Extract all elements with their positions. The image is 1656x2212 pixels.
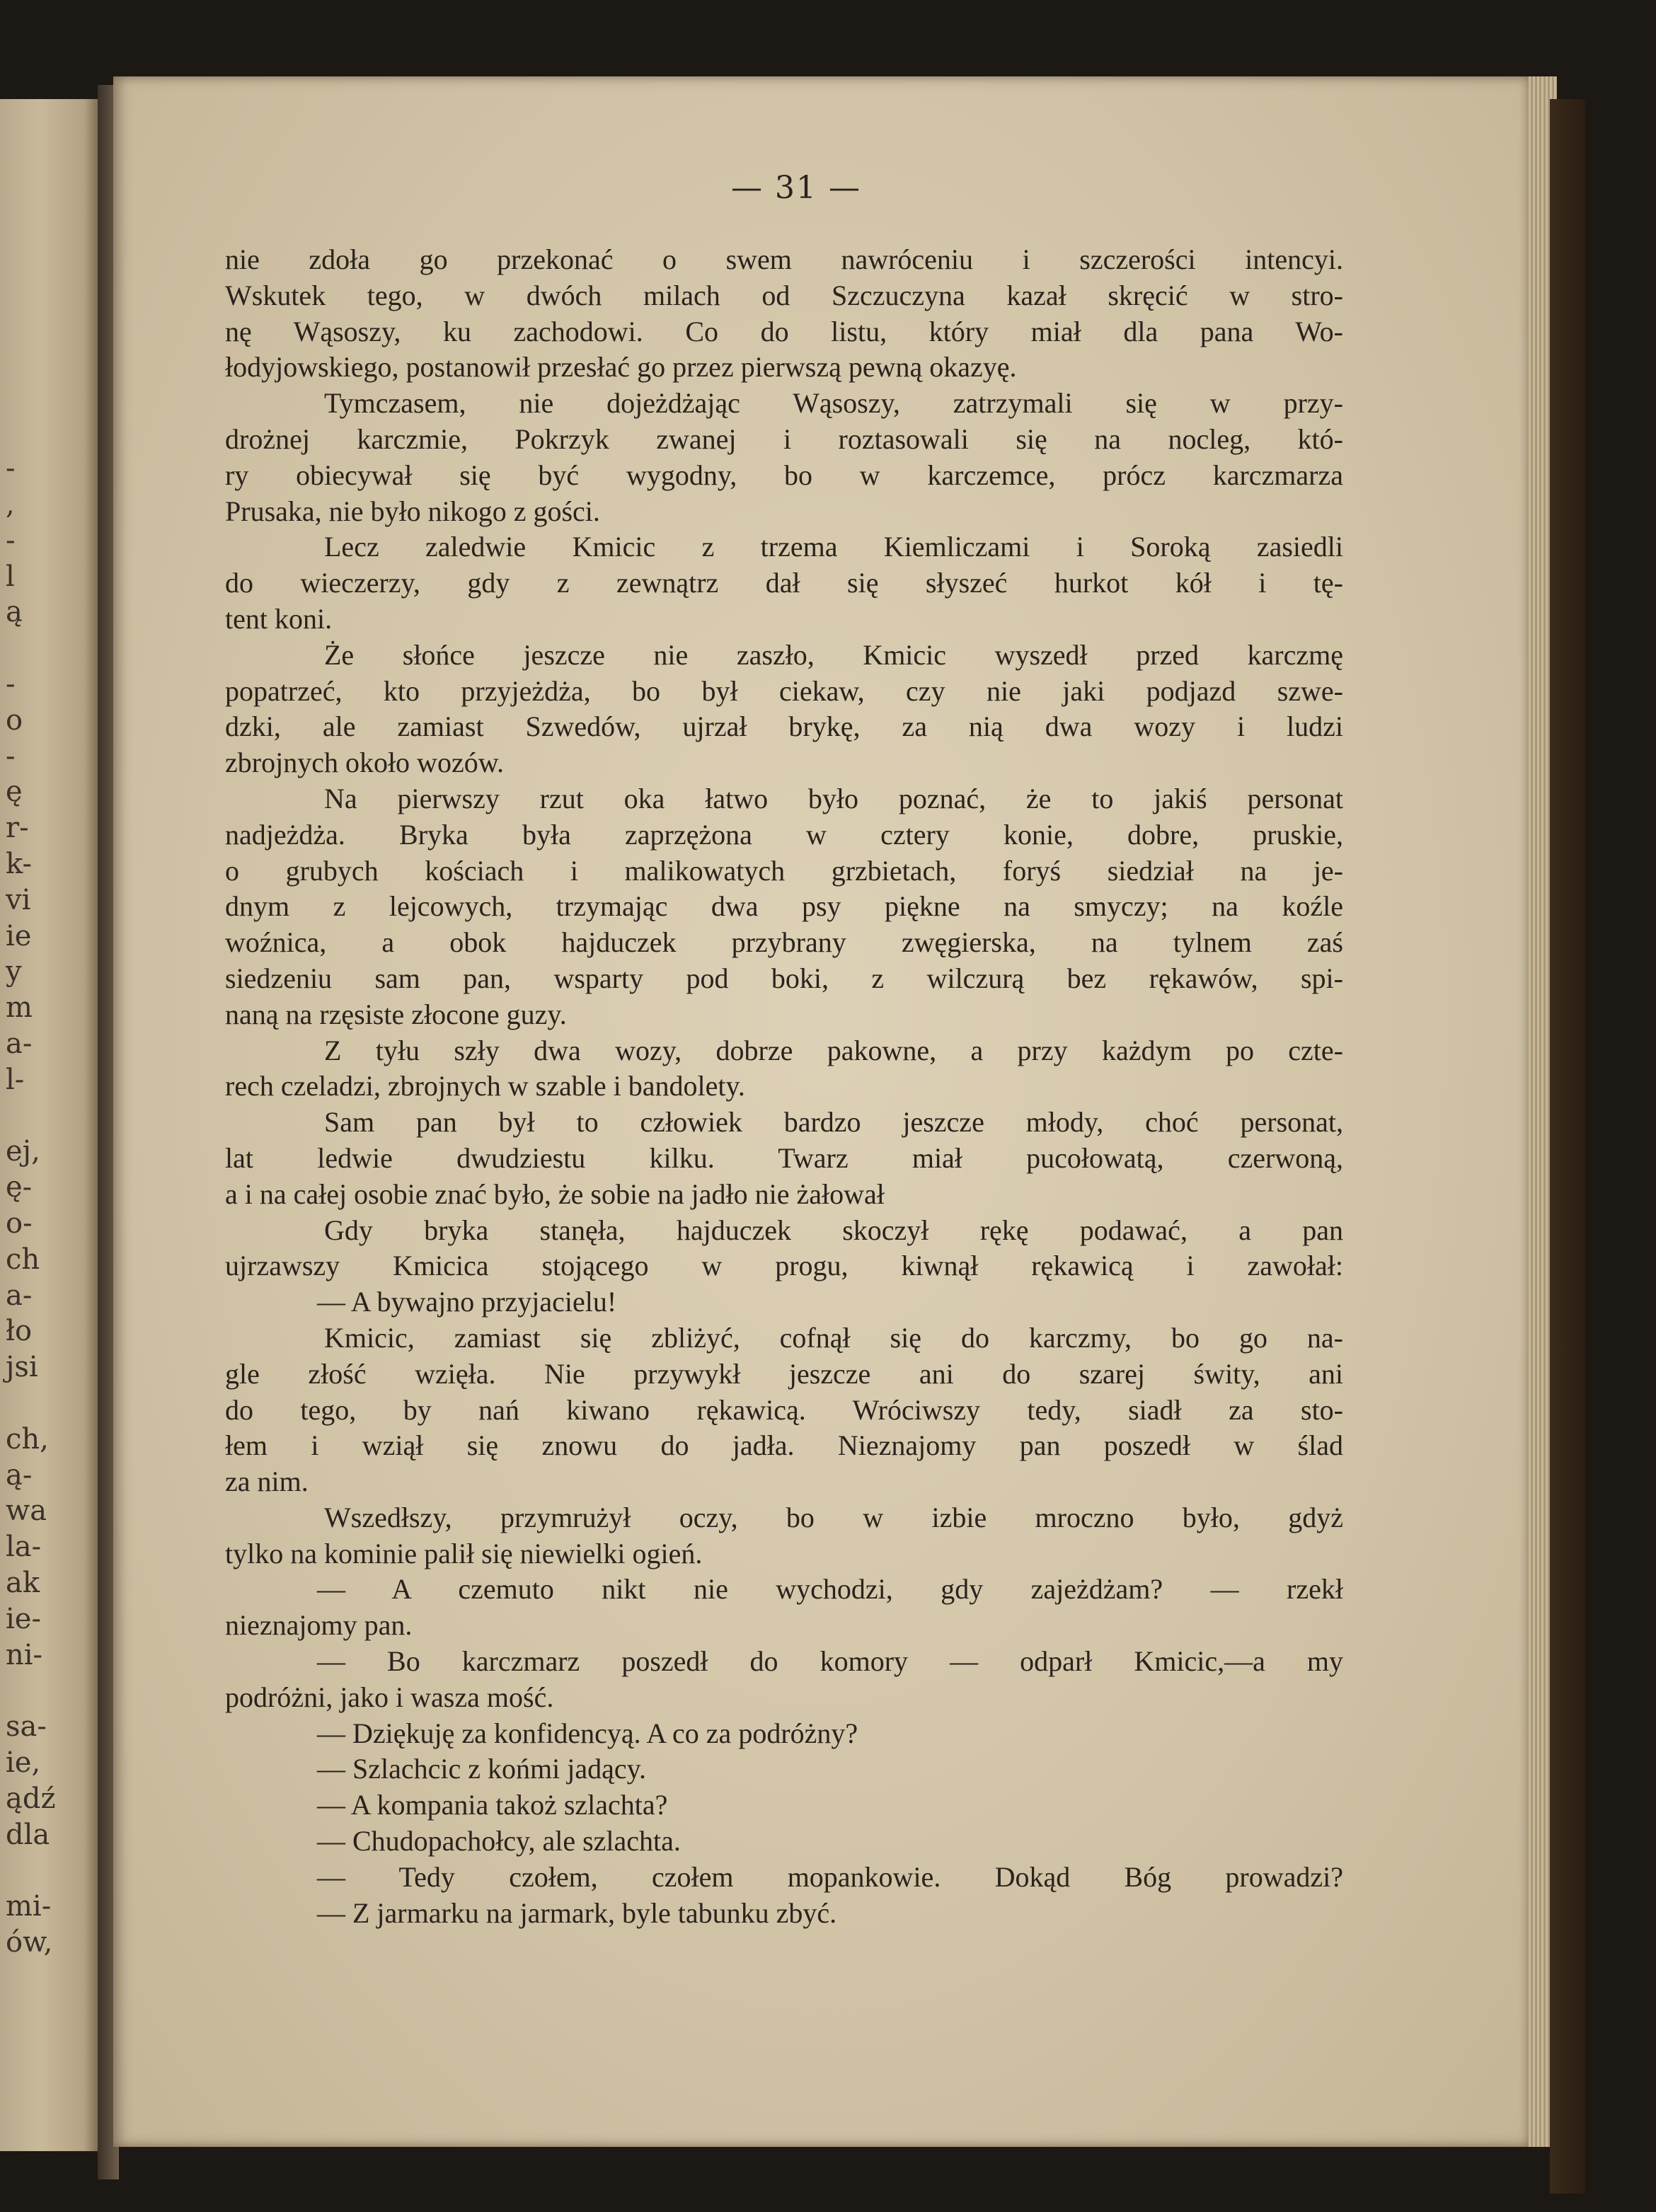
left-page-fragment: , — [6, 488, 15, 521]
text-line: — Tedy czołem, czołem mopankowie. Dokąd Bóg prowadzi? — [317, 1860, 1343, 1893]
text-line: dzki, ale zamiast Szwedów, ujrzał brykę, za nią dwa wozy i ludzi — [225, 710, 1343, 743]
left-page-fragment: l- — [6, 1063, 25, 1096]
text-line: popatrzeć, kto przyjeżdża, bo był ciekaw, czy nie jaki podjazd szwe- — [225, 674, 1343, 707]
text-line: Kmicic, zamiast się zbliżyć, cofnął się do karczmy, bo go na- — [324, 1321, 1343, 1354]
left-page-fragment: sa- — [6, 1710, 47, 1744]
text-line: — A kompania takoż szlachta? — [317, 1789, 668, 1821]
text-line: Wszedłszy, przymrużył oczy, bo w izbie mroczno było, gdyż — [324, 1501, 1343, 1533]
left-page-fragment: ło — [6, 1315, 33, 1348]
text-line: Że słońce jeszcze nie zaszło, Kmicic wyszedł przed karczmę — [324, 638, 1343, 671]
left-page-fragment: - — [6, 668, 16, 701]
text-line: siedzeniu sam pan, wsparty pod boki, z wilczurą bez rękawów, spi- — [225, 962, 1343, 994]
text-line: naną na rzęsiste złocone guzy. — [225, 998, 567, 1030]
left-page-fragment: ę — [6, 776, 23, 809]
left-page-fragment: k- — [6, 848, 33, 880]
text-line: — Chudopachołcy, ale szlachta. — [317, 1825, 681, 1857]
left-page-fragment: - — [6, 452, 16, 485]
left-page-fragment: vi — [6, 883, 31, 916]
text-line: tent koni. — [225, 602, 333, 635]
left-page-fragment: o — [6, 703, 23, 737]
left-page-fragment: ą- — [6, 1458, 33, 1492]
text-line: lat ledwie dwudziestu kilku. Twarz miał pucołowatą, czerwoną, — [225, 1141, 1343, 1174]
left-page-fragment: a- — [6, 1279, 33, 1312]
text-line: nieznajomy pan. — [225, 1609, 413, 1642]
left-page-fragment: ie, — [6, 1746, 41, 1779]
text-line: — Bo karczmarz poszedł do komory — odparł Kmicic,—a my — [317, 1645, 1343, 1678]
text-line: Z tyłu szły dwa wozy, dobrze pakowne, a przy każdym po czte- — [324, 1034, 1343, 1066]
left-page-fragment: m — [6, 991, 33, 1025]
text-line: Na pierwszy rzut oka łatwo było poznać, że to jakiś personat — [324, 782, 1343, 814]
left-page-fragment: la- — [6, 1531, 42, 1564]
text-line: dnym z lejcowych, trzymając dwa psy piękne na smyczy; na koźle — [225, 890, 1343, 923]
text-line: nę Wąsoszy, ku zachodowi. Co do listu, który miał dla pana Wo- — [225, 315, 1343, 347]
text-line: tylko na kominie palił się niewielki ogień. — [225, 1537, 703, 1569]
text-line: zbrojnych około wozów. — [225, 747, 504, 779]
left-page-fragment: ak — [6, 1567, 40, 1599]
left-page-fragment: y — [6, 955, 22, 989]
text-line: łodyjowskiego, postanowił przesłać go przez pierwszą pewną okazyę. — [225, 351, 1017, 384]
text-line: Gdy bryka stanęła, hajduczek skoczył rękę podawać, a pan — [324, 1214, 1343, 1246]
text-line: do wieczerzy, gdy z zewnątrz dał się słyszeć hurkot kół i tę- — [225, 567, 1343, 599]
text-line: — Dziękuję za konfidencyą. A co za podróżny? — [317, 1717, 858, 1749]
text-line: Tymczasem, nie dojeżdżając Wąsoszy, zatrzymali się w przy- — [324, 387, 1343, 420]
text-line: ujrzawszy Kmicica stojącego w progu, kiwnął rękawicą i zawołał: — [225, 1250, 1343, 1282]
text-line: łem i wziął się znowu do jadła. Nieznajomy pan poszedł w ślad — [225, 1429, 1343, 1462]
left-page-fragment: jsi — [6, 1351, 38, 1384]
left-page-fragment: ądź — [6, 1782, 56, 1815]
text-line: gle złość wzięła. Nie przywykł jeszcze ani do szarej świty, ani — [225, 1357, 1343, 1390]
left-page-fragment: wa — [6, 1494, 47, 1528]
left-page-fragment: mi- — [6, 1890, 52, 1923]
text-line: ry obiecywał się być wygodny, bo w karczemce, prócz karczmarza — [225, 459, 1343, 491]
text-line: — Szlachcic z końmi jadący. — [317, 1753, 646, 1785]
text-line: Wskutek tego, w dwóch milach od Szczuczyna kazał skręcić w stro- — [225, 279, 1343, 311]
text-line: do tego, by nań kiwano rękawicą. Wróciwszy tedy, siadł za sto- — [225, 1393, 1343, 1426]
left-page-text-fragments — [6, 99, 91, 2151]
left-page-fragment: r- — [6, 812, 29, 845]
text-line: drożnej karczmie, Pokrzyk zwanej i roztasowali się na nocleg, któ- — [225, 422, 1343, 455]
left-page-fragment: l — [6, 560, 15, 593]
body-text — [225, 242, 1343, 1931]
left-page-fragment: ie — [6, 919, 32, 952]
text-line: woźnica, a obok hajduczek przybrany zwęgierska, na tylnem zaś — [225, 926, 1343, 959]
left-page-fragment: ów, — [6, 1926, 53, 1959]
text-line: o grubych kościach i malikowatych grzbietach, foryś siedział na je- — [225, 854, 1343, 887]
left-page-fragment: ej, — [6, 1135, 40, 1168]
text-line: Sam pan był to człowiek bardzo jeszcze młody, choć personat, — [324, 1106, 1343, 1139]
text-line: za nim. — [225, 1465, 309, 1498]
text-line: Prusaka, nie było nikogo z gości. — [225, 495, 600, 527]
left-page-fragment: - — [6, 739, 16, 773]
text-line: Lecz zaledwie Kmicic z trzema Kiemliczami i Soroką zasiedli — [324, 531, 1343, 563]
text-line: rech czeladzi, zbrojnych w szable i bandolety. — [225, 1070, 745, 1102]
text-line: — A czemuto nikt nie wychodzi, gdy zajeżdżam? — rzekł — [317, 1573, 1343, 1606]
left-page-edge — [0, 99, 99, 2151]
text-line: — A bywajno przyjacielu! — [317, 1286, 617, 1318]
left-page-fragment: ie- — [6, 1602, 41, 1635]
left-page-fragment: - — [6, 524, 16, 557]
left-page-fragment: ni- — [6, 1638, 43, 1671]
text-line: nie zdoła go przekonać o swem nawróceniu i szczerości intencyi. — [225, 243, 1343, 275]
left-page-fragment: ch — [6, 1243, 40, 1276]
left-page-fragment: ch, — [6, 1422, 49, 1456]
left-page-fragment: ę- — [6, 1171, 33, 1204]
left-page-fragment: a- — [6, 1027, 33, 1060]
left-page-fragment: o- — [6, 1207, 33, 1240]
text-line: a i na całej osobie znać było, że sobie na jadło nie żałował — [225, 1177, 885, 1210]
left-page-fragment: ą — [6, 596, 23, 629]
page-number: — 31 — — [731, 170, 861, 206]
text-line: nadjeżdża. Bryka była zaprzężona w cztery konie, dobre, pruskie, — [225, 818, 1343, 851]
book-cover-edge — [1550, 99, 1585, 2194]
text-line: podróżni, jako i wasza mość. — [225, 1681, 554, 1713]
text-line: — Z jarmarku na jarmark, byle tabunku zbyć. — [317, 1896, 837, 1929]
left-page-fragment: dla — [6, 1818, 50, 1851]
